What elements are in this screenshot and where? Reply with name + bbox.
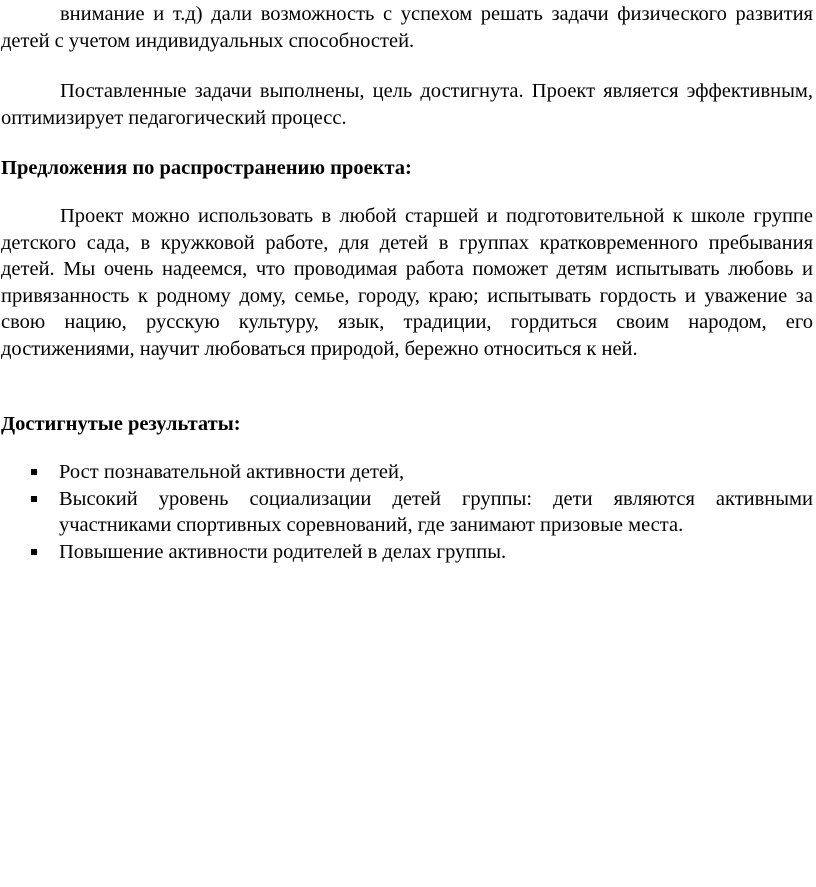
square-bullet-icon [31,549,37,555]
square-bullet-icon [31,469,37,475]
list-item-text: Повышение активности родителей в делах группы. [59,540,507,563]
list-item [0,459,813,486]
square-bullet-icon [31,496,37,502]
results-list [0,459,813,565]
paragraph-continuation: внимание и т.д) дали возможность с успехом решать задачи физического развития детей с учетом индивидуальных способностей. [1,3,813,52]
list-item-text: Высокий уровень социализации детей группы: дети являются активными участниками спортивных соревнований, где занимают призовые места. [59,487,813,536]
heading-results: Достигнутые результаты: [1,413,241,435]
paragraph-proposals: Проект можно использовать в любой старшей и подготовительной к школе группе детского сада, в кружковой работе, для детей в группах кратковременного пребывания детей. Мы очень надеемся, что проводимая работа поможет детям испытывать любовь и привязанность к родному дому, семье, городу, краю; испытывать гордость и уважение за свою нацию, русскую культуру, язык, традиции, гордиться своим народом, его достижениями, научит любоваться природой, бережно относиться к ней. [1,205,813,360]
list-item [0,539,813,566]
list-item-text: Рост познавательной активности детей, [59,461,405,483]
paragraph-goal-achieved: Поставленные задачи выполнены, цель достигнута. Проект является эффективным, оптимизирует педагогический процесс. [1,80,813,129]
heading-proposals: Предложения по распространению проекта: [1,157,412,179]
list-item [0,486,813,539]
